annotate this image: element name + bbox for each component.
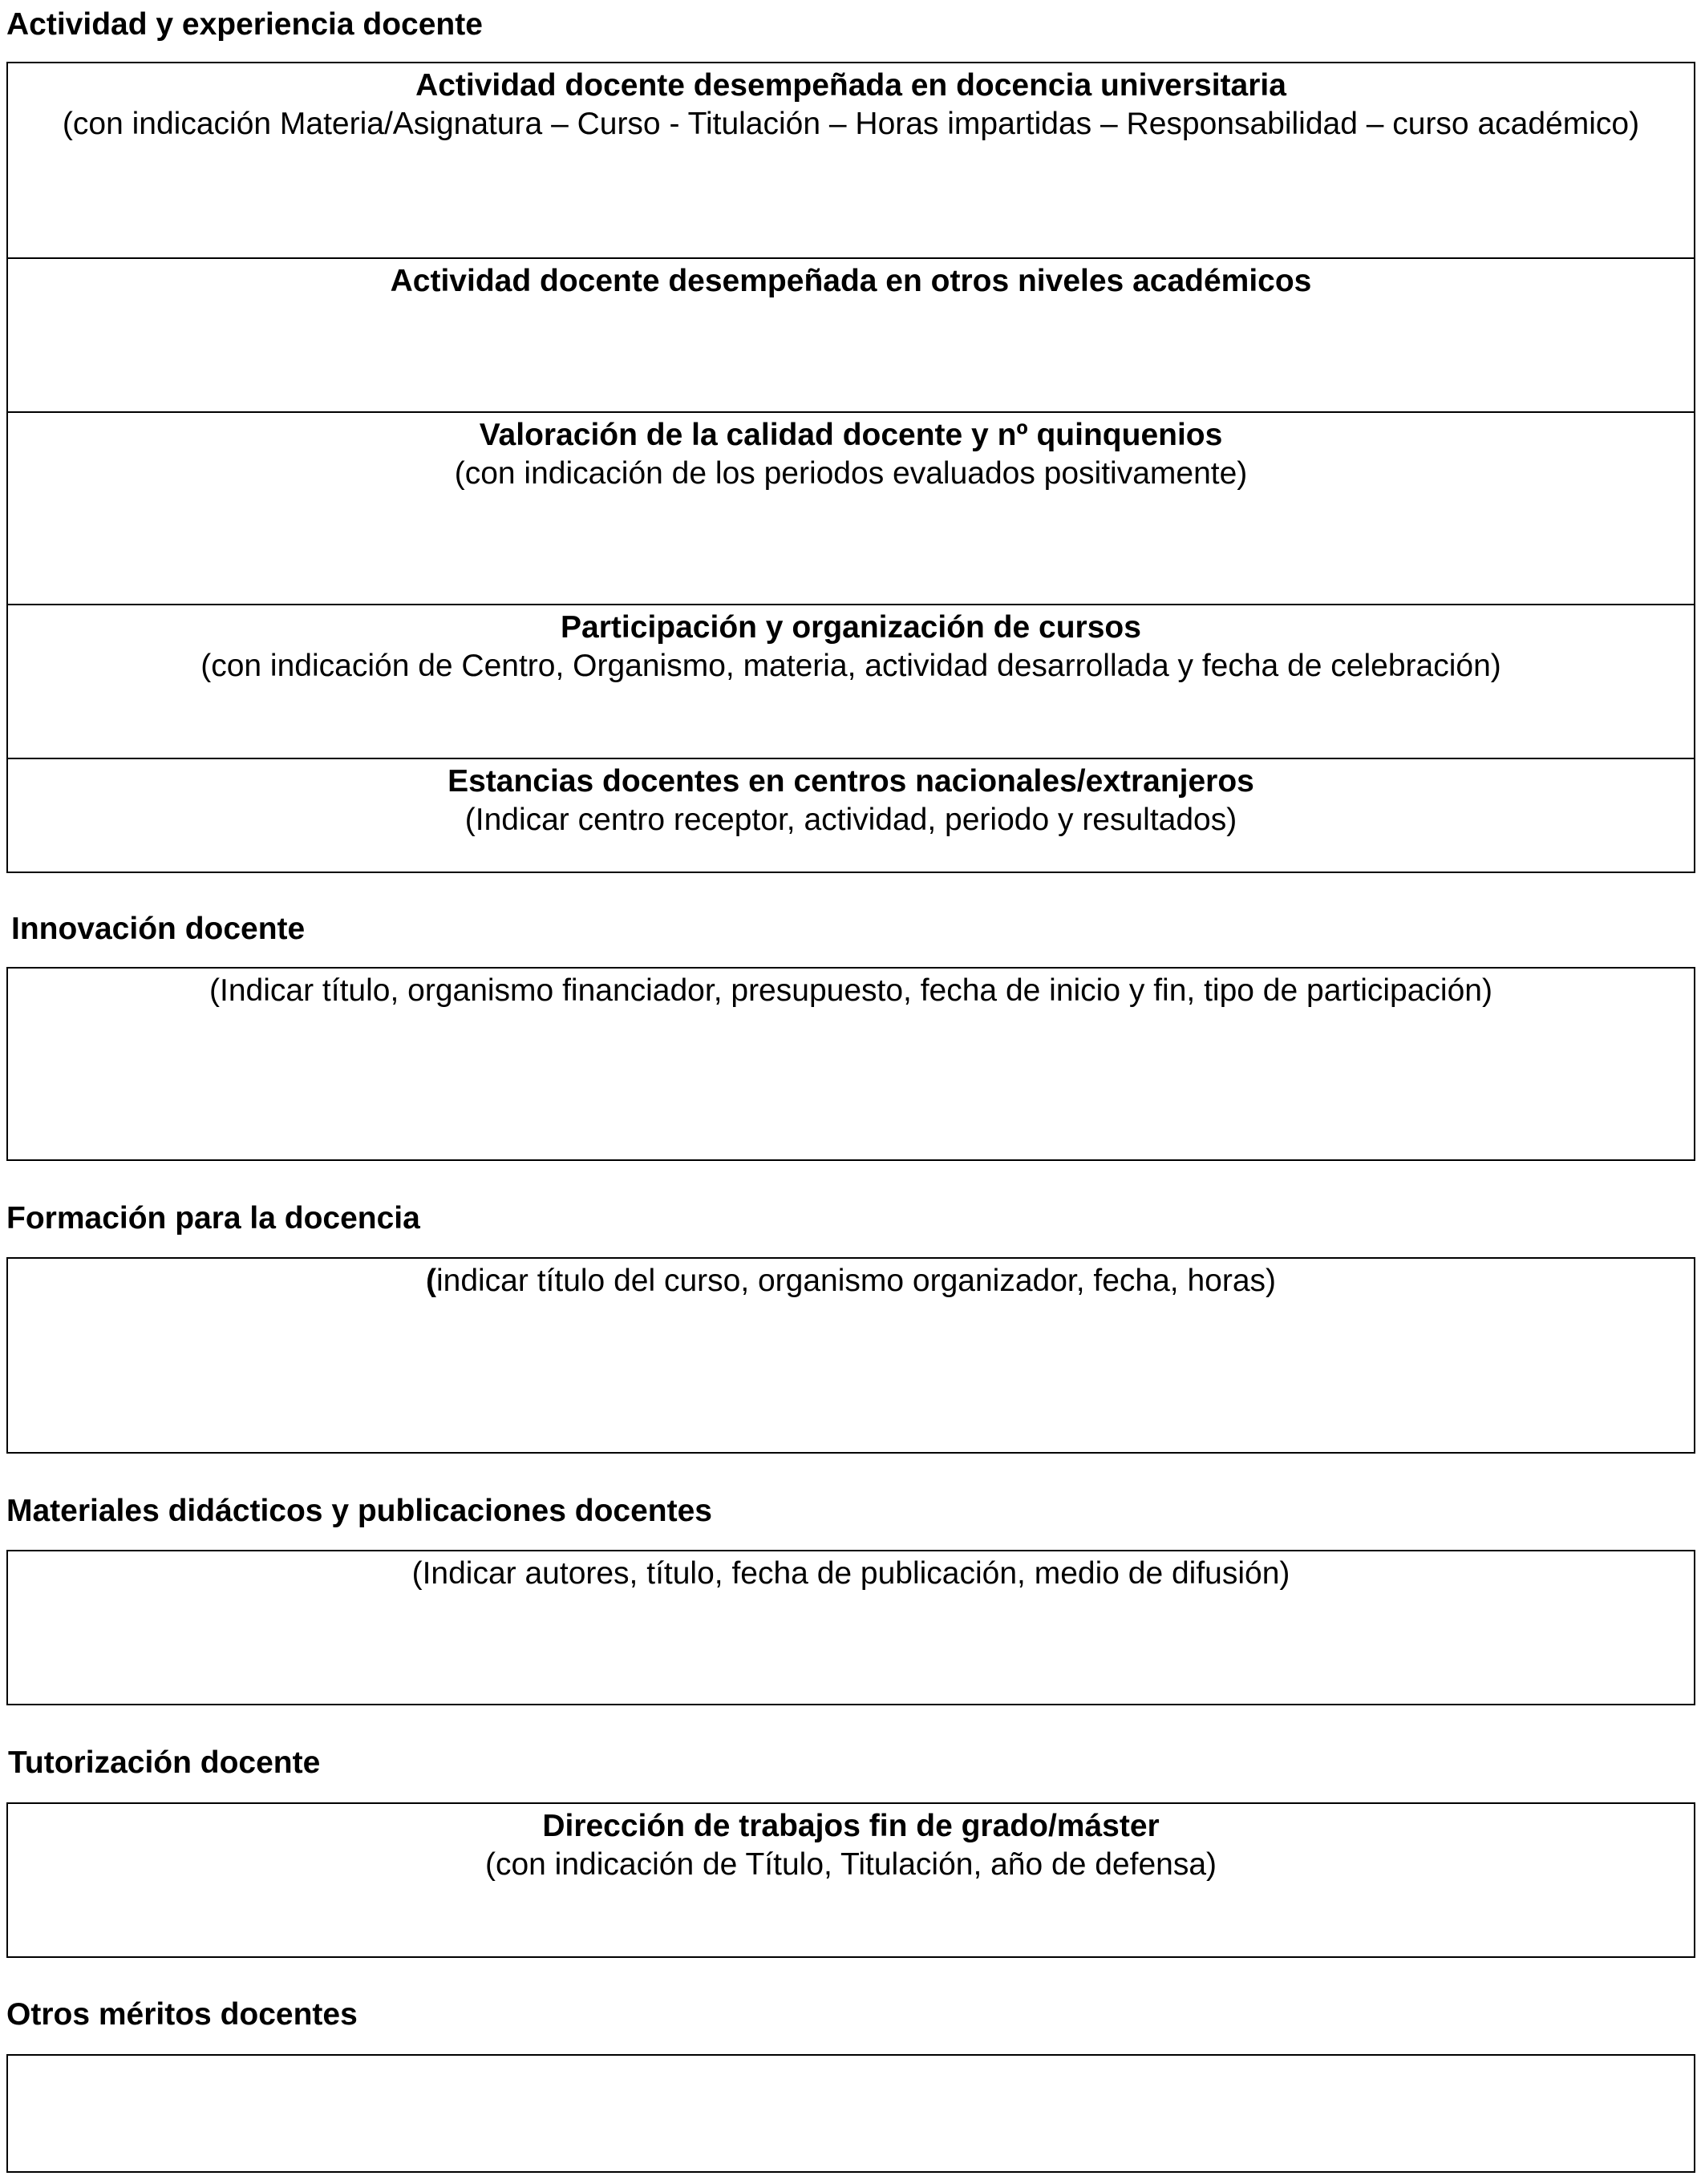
row-subtitle: (con indicación de Título, Titulación, año de defensa) — [484, 1847, 1217, 1882]
section-heading-formacion: Formación para la docencia — [6, 1201, 420, 1236]
formacion-box[interactable] — [6, 1257, 1695, 1454]
section-heading-materiales: Materiales didácticos y publicaciones docentes — [6, 1494, 712, 1528]
row-estancias-docentes[interactable] — [8, 758, 1694, 872]
section-heading-tutorizacion: Tutorización docente — [8, 1745, 321, 1780]
row-docencia-universitaria[interactable] — [8, 63, 1694, 257]
tutorizacion-box[interactable] — [6, 1802, 1695, 1958]
row-title: Participación y organización de cursos — [561, 610, 1141, 645]
innovacion-note: (Indicar título, organismo financiador, presupuesto, fecha de inicio y fin, tipo de participación) — [209, 973, 1492, 1008]
section-heading-otros: Otros méritos docentes — [6, 1997, 358, 2032]
row-participacion-cursos[interactable] — [8, 604, 1694, 758]
materiales-box[interactable] — [6, 1550, 1695, 1705]
actividad-table — [6, 62, 1695, 873]
row-subtitle: (con indicación Materia/Asignatura – Curso - Titulación – Horas impartidas – Responsabilidad – curso académico) — [62, 107, 1640, 141]
formacion-note — [8, 1259, 1694, 1300]
otros-box[interactable] — [6, 2054, 1695, 2173]
section-heading-innovacion: Innovación docente — [11, 912, 306, 946]
formacion-note-text: indicar título del curso, organismo organizador, fecha, horas) — [435, 1264, 1277, 1298]
row-subtitle: (Indicar centro receptor, actividad, periodo y resultados) — [464, 803, 1237, 837]
row-title: Actividad docente desempeñada en otros niveles académicos — [390, 264, 1312, 298]
row-calidad-docente[interactable] — [8, 411, 1694, 604]
row-title: Dirección de trabajos fin de grado/máster — [542, 1809, 1160, 1843]
row-title: Estancias docentes en centros nacionales/extranjeros — [448, 764, 1254, 799]
materiales-note: (Indicar autores, título, fecha de publicación, medio de difusión) — [411, 1556, 1290, 1591]
innovacion-box[interactable] — [6, 967, 1695, 1161]
row-trabajos-fin-grado — [8, 1804, 1694, 1956]
row-title: Valoración de la calidad docente y nº quinquenios — [479, 418, 1223, 452]
row-title: Actividad docente desempeñada en docencia universitaria — [415, 68, 1286, 103]
section-heading-actividad: Actividad y experiencia docente — [6, 7, 483, 42]
row-otros-niveles[interactable] — [8, 257, 1694, 411]
row-subtitle: (con indicación de Centro, Organismo, materia, actividad desarrollada y fecha de celebración) — [200, 649, 1501, 683]
formacion-note-paren: ( — [425, 1264, 436, 1298]
row-subtitle: (con indicación de los periodos evaluados positivamente) — [454, 456, 1248, 491]
